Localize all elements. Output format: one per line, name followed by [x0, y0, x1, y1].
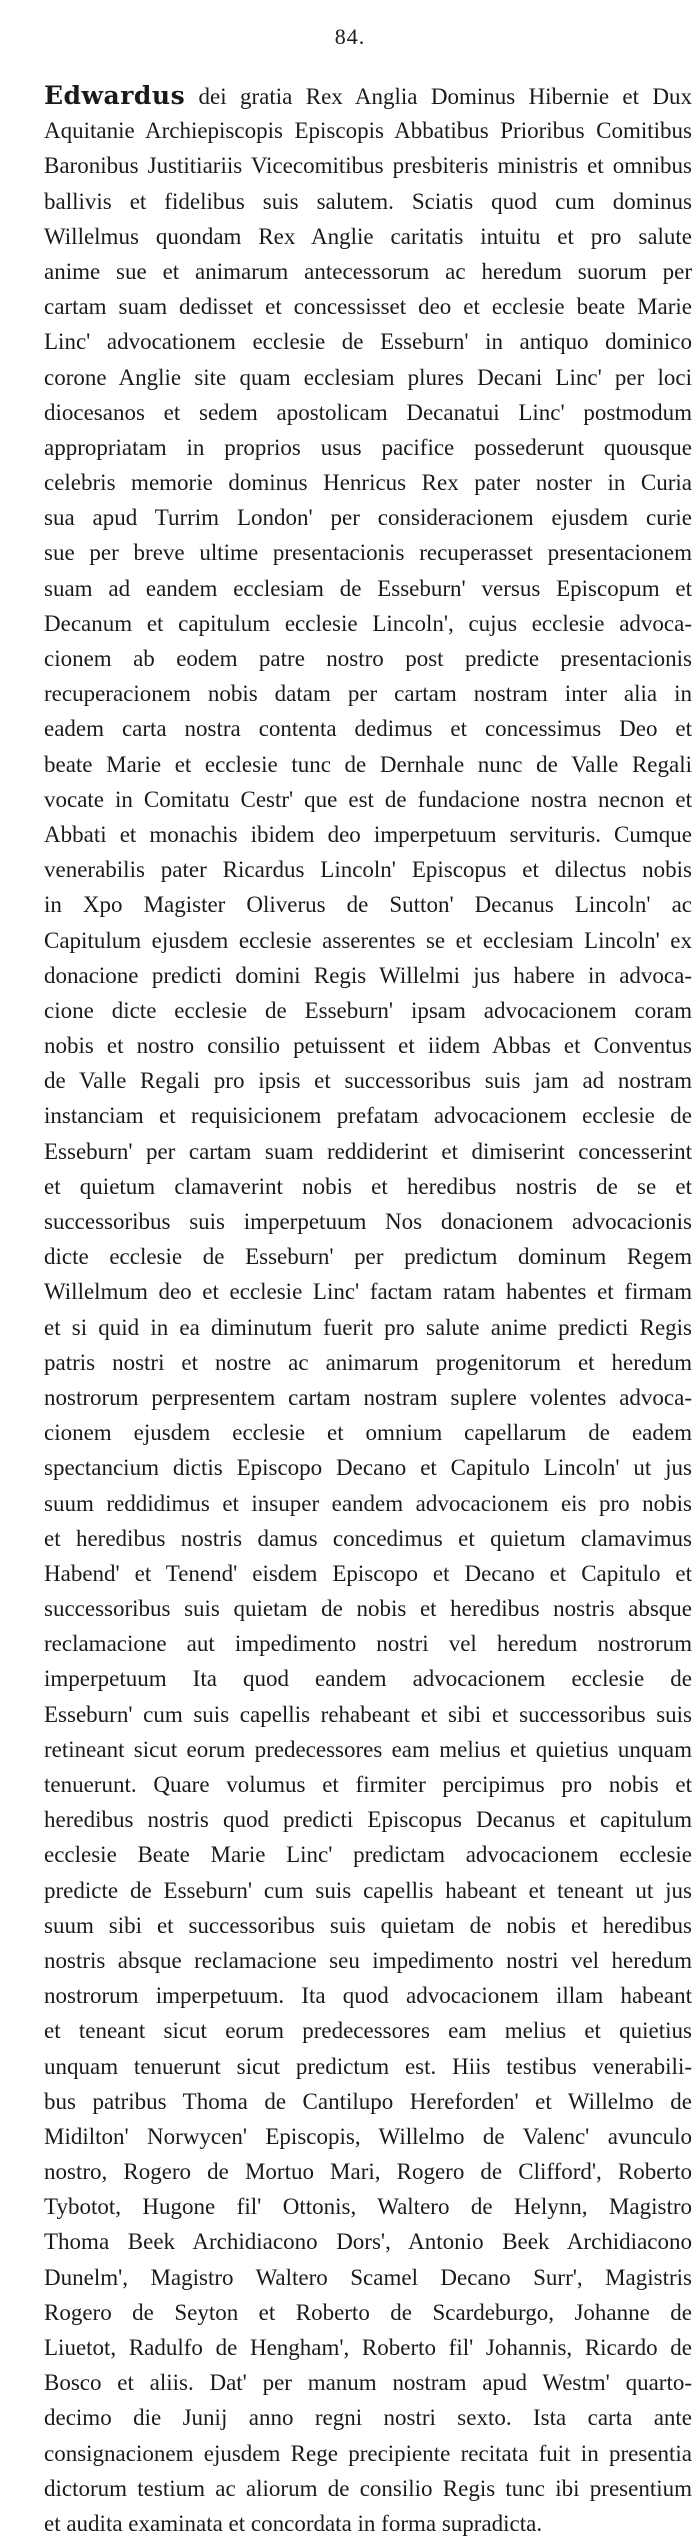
- charter-line: Tybotot, Hugone fil' Ottonis, Waltero de Helynn, Magistro: [44, 2194, 692, 2220]
- charter-line: nobis et nostro consilio petuissent et iidem Abbas et Conventus: [44, 1033, 692, 1059]
- charter-line: cionem ejusdem ecclesie et omnium capellarum de eadem: [44, 1420, 692, 1446]
- charter-line: de Valle Regali pro ipsis et successoribus suis jam ad nostram: [44, 1068, 692, 1094]
- charter-line: decimo die Junij anno regni nostri sexto. Ista carta ante: [44, 2405, 692, 2431]
- charter-line: celebris memorie dominus Henricus Rex pater noster in Curia: [44, 470, 692, 496]
- charter-line: nostrorum imperpetuum. Ita quod advocacionem illam habeant: [44, 1983, 692, 2009]
- charter-line: Thoma Beek Archidiacono Dors', Antonio Beek Archidiacono: [44, 2229, 692, 2255]
- charter-line: Baronibus Justitiariis Vicecomitibus presbiteris ministris et omnibus: [44, 153, 692, 179]
- charter-line: Willelmum deo et ecclesie Linc' factam ratam habentes et firmam: [44, 1279, 692, 1305]
- charter-line: suam ad eandem ecclesiam de Esseburn' versus Episcopum et: [44, 575, 692, 601]
- charter-line: ballivis et fidelibus suis salutem. Sciatis quod cum dominus: [44, 188, 692, 214]
- charter-line: anime sue et animarum antecessorum ac heredum suorum per: [44, 258, 692, 284]
- charter-line: imperpetuum Ita quod eandem advocacionem ecclesie de: [44, 1666, 692, 1692]
- charter-line: spectancium dictis Episcopo Decano et Capitulo Lincoln' ut jus: [44, 1455, 692, 1481]
- charter-line: Decanum et capitulum ecclesie Lincoln', cujus ecclesie advoca-: [44, 610, 692, 636]
- charter-line: venerabilis pater Ricardus Lincoln' Episcopus et dilectus nobis: [44, 857, 692, 883]
- charter-line: Abbati et monachis ibidem deo imperpetuum servituris. Cumque: [44, 821, 692, 847]
- charter-line: nostro, Rogero de Mortuo Mari, Rogero de Clifford', Roberto: [44, 2159, 692, 2185]
- charter-line: Esseburn' cum suis capellis rehabeant et sibi et successoribus suis: [44, 1701, 692, 1727]
- charter-line: Aquitanie Archiepiscopis Episcopis Abbatibus Prioribus Comitibus: [44, 118, 692, 144]
- charter-line: consignacionem ejusdem Rege precipiente recitata fuit in presentia: [44, 2440, 692, 2466]
- charter-line: recuperacionem nobis datam per cartam nostram inter alia in: [44, 681, 692, 707]
- charter-line: bus patribus Thoma de Cantilupo Hereforden' et Willelmo de: [44, 2088, 692, 2114]
- charter-line: Capitulum ejusdem ecclesie asserentes se et ecclesiam Lincoln' ex: [44, 927, 692, 953]
- charter-line: suum sibi et successoribus suis quietam de nobis et heredibus: [44, 1912, 692, 1938]
- charter-line: cartam suam dedisset et concessisset deo et ecclesie beate Marie: [44, 294, 692, 320]
- charter-line: et heredibus nostris damus concedimus et quietum clamavimus: [44, 1525, 692, 1551]
- charter-line: et quietum clamaverint nobis et heredibus nostris de se et: [44, 1173, 692, 1199]
- charter-line: patris nostri et nostre ac animarum progenitorum et heredum: [44, 1349, 692, 1375]
- charter-line: cione dicte ecclesie de Esseburn' ipsam advocacionem coram: [44, 997, 692, 1023]
- charter-line: vocate in Comitatu Cestr' que est de fundacione nostra necnon et: [44, 786, 692, 812]
- charter-line: dicte ecclesie de Esseburn' per predictum dominum Regem: [44, 1244, 692, 1270]
- charter-line: Midilton' Norwycen' Episcopis, Willelmo de Valenc' avunculo: [44, 2123, 692, 2149]
- charter-line: successoribus suis imperpetuum Nos donacionem advocacionis: [44, 1209, 692, 1234]
- charter-line: successoribus suis quietam de nobis et heredibus nostris absque: [44, 1596, 692, 1622]
- charter-line: Linc' advocationem ecclesie de Esseburn' in antiquo dominico: [44, 329, 692, 355]
- charter-line: Esseburn' per cartam suam reddiderint et dimiserint concesserint: [44, 1138, 692, 1164]
- charter-line: unquam tenuerunt sicut predictum est. Hiis testibus venerabili-: [44, 2053, 692, 2079]
- charter-line: cionem ab eodem patre nostro post predicte presentacionis: [44, 646, 692, 671]
- charter-line: tenuerunt. Quare volumus et firmiter percipimus pro nobis et: [44, 1772, 692, 1797]
- charter-line: Dunelm', Magistro Waltero Scamel Decano Surr', Magistris: [44, 2264, 692, 2290]
- charter-line: donacione predicti domini Regis Willelmi jus habere in advoca-: [44, 962, 692, 988]
- charter-line: et si quid in ea diminutum fuerit pro salute anime predicti Regis: [44, 1314, 692, 1340]
- charter-line: nostrorum perpresentem cartam nostram suplere volentes advoca-: [44, 1384, 692, 1410]
- charter-line: reclamacione aut impedimento nostri vel heredum nostrorum: [44, 1631, 692, 1657]
- charter-line: et teneant sicut eorum predecessores eam melius et quietius: [44, 2018, 692, 2044]
- charter-line: Rogero de Seyton et Roberto de Scardeburgo, Johanne de: [44, 2299, 692, 2325]
- charter-line: Liuetot, Radulfo de Hengham', Roberto fil' Johannis, Ricardo de: [44, 2335, 692, 2360]
- charter-line: eadem carta nostra contenta dedimus et concessimus Deo et: [44, 716, 692, 742]
- charter-line: Willelmus quondam Rex Anglie caritatis intuitu et pro salute: [44, 223, 692, 249]
- charter-line: corone Anglie site quam ecclesiam plures Decani Linc' per loci: [44, 364, 692, 390]
- charter-line: heredibus nostris quod predicti Episcopus Decanus et capitulum: [44, 1807, 692, 1833]
- charter-line: diocesanos et sedem apostolicam Decanatui Linc' postmodum: [44, 399, 692, 425]
- charter-line: sua apud Turrim London' per consideracionem ejusdem curie: [44, 505, 692, 531]
- charter-line: predicte de Esseburn' cum suis capellis habeant et teneant ut jus: [44, 1877, 692, 1903]
- charter-line: Bosco et aliis. Dat' per manum nostram apud Westm' quarto-: [44, 2370, 692, 2396]
- charter-line: [44, 78, 692, 113]
- charter-line: retineant sicut eorum predecessores eam melius et quietius unquam: [44, 1736, 692, 1762]
- charter-line: beate Marie et ecclesie tunc de Dernhale nunc de Valle Regali: [44, 751, 692, 777]
- charter-line: ecclesie Beate Marie Linc' predictam advocacionem ecclesie: [44, 1842, 692, 1868]
- charter-line: Habend' et Tenend' eisdem Episcopo et Decano et Capitulo et: [44, 1560, 692, 1586]
- charter-line: sue per breve ultime presentacionis recuperasset presentacionem: [44, 540, 692, 566]
- charter-line: in Xpo Magister Oliverus de Sutton' Decanus Lincoln' ac: [44, 892, 692, 918]
- charter-line: appropriatam in proprios usus pacifice possederunt quousque: [44, 434, 692, 460]
- first-line-text: dei gratia Rex Anglia Dominus Hibernie et Dux: [198, 84, 692, 109]
- charter-line: nostris absque reclamacione seu impedimento nostri vel heredum: [44, 1947, 692, 1973]
- charter-line: et audita examinata et concordata in forma supradicta.: [44, 2510, 543, 2536]
- opening-word: Edwardus: [44, 81, 186, 110]
- charter-line: dictorum testium ac aliorum de consilio Regis tunc ibi presentium: [44, 2475, 692, 2501]
- charter-text: [44, 78, 692, 2541]
- charter-line: suum reddidimus et insuper eandem advocacionem eis pro nobis: [44, 1490, 692, 1516]
- charter-line: instanciam et requisicionem prefatam advocacionem ecclesie de: [44, 1103, 692, 1129]
- page-number: 84.: [334, 24, 366, 49]
